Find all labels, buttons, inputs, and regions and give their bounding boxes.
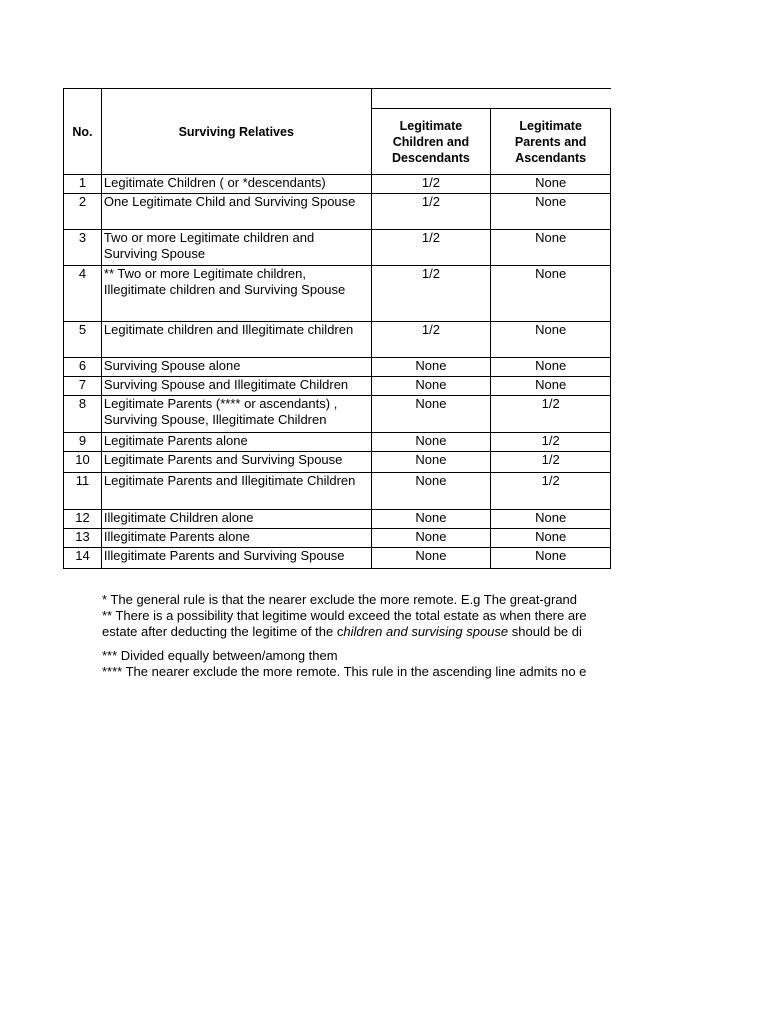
table-row: [64, 548, 611, 569]
table-row: [64, 529, 611, 548]
table-row: [64, 322, 611, 358]
table-row: [64, 377, 611, 396]
footnote-text: estate after deducting the legitime of the c: [102, 624, 344, 639]
footnote-legitime-excess: ** There is a possibility that legitime would exceed the total estate as when there are: [102, 608, 587, 623]
parents-share-cell: None: [491, 377, 611, 396]
table-row: [64, 194, 611, 230]
surviving-relatives-cell: Legitimate Children ( or *descendants): [101, 175, 371, 194]
surviving-relatives-cell: Legitimate Parents (**** or ascendants) , Surviving Spouse, Illegitimate Children: [101, 396, 371, 433]
surviving-relatives-cell: Legitimate Parents alone: [101, 433, 371, 452]
children-share-cell: None: [371, 548, 491, 569]
children-share-cell: 1/2: [371, 230, 491, 266]
row-number: 2: [64, 194, 102, 230]
surviving-relatives-cell: Legitimate children and Illegitimate children: [101, 322, 371, 358]
row-number: 4: [64, 266, 102, 322]
footnote-legitime-excess-continued: [102, 624, 611, 640]
table-row: [64, 510, 611, 529]
header-surviving-relatives: Surviving Relatives: [101, 89, 371, 175]
footnotes: [102, 592, 611, 680]
table-row: [64, 175, 611, 194]
children-share-cell: 1/2: [371, 194, 491, 230]
children-share-cell: None: [371, 396, 491, 433]
children-share-cell: 1/2: [371, 175, 491, 194]
parents-share-cell: None: [491, 529, 611, 548]
children-share-cell: 1/2: [371, 266, 491, 322]
surviving-relatives-cell: Illegitimate Parents and Surviving Spouse: [101, 548, 371, 569]
parents-share-cell: 1/2: [491, 433, 611, 452]
children-share-cell: None: [371, 433, 491, 452]
row-number: 11: [64, 473, 102, 510]
children-share-cell: None: [371, 473, 491, 510]
table-row: [64, 266, 611, 322]
parents-share-cell: None: [491, 548, 611, 569]
surviving-relatives-cell: Legitimate Parents and Illegitimate Children: [101, 473, 371, 510]
row-number: 12: [64, 510, 102, 529]
parents-share-cell: None: [491, 230, 611, 266]
footnote-italic-text: hildren and survising spouse: [343, 624, 509, 639]
children-share-cell: None: [371, 377, 491, 396]
row-number: 6: [64, 358, 102, 377]
parents-share-cell: None: [491, 175, 611, 194]
surviving-relatives-cell: Surviving Spouse and Illegitimate Children: [101, 377, 371, 396]
row-number: 7: [64, 377, 102, 396]
row-number: 3: [64, 230, 102, 266]
parents-share-cell: None: [491, 266, 611, 322]
parents-share-cell: 1/2: [491, 452, 611, 473]
parents-share-cell: None: [491, 194, 611, 230]
row-number: 5: [64, 322, 102, 358]
header-legitimate-parents: Legitimate Parents and Ascendants: [491, 109, 611, 175]
footnote-text-tail: should be di: [508, 624, 582, 639]
parents-share-cell: None: [491, 358, 611, 377]
parents-share-cell: None: [491, 322, 611, 358]
header-legitimate-children: Legitimate Children and Descendants: [371, 109, 491, 175]
parents-share-cell: 1/2: [491, 396, 611, 433]
footnote-ascending-line: **** The nearer exclude the more remote. This rule in the ascending line admits no e: [102, 664, 587, 679]
row-number: 13: [64, 529, 102, 548]
children-share-cell: None: [371, 358, 491, 377]
table-row: [64, 230, 611, 266]
parents-share-cell: 1/2: [491, 473, 611, 510]
children-share-cell: None: [371, 452, 491, 473]
surviving-relatives-cell: ** Two or more Legitimate children, Illegitimate children and Surviving Spouse: [101, 266, 371, 322]
table-row: [64, 433, 611, 452]
header-no: No.: [64, 89, 102, 175]
row-number: 1: [64, 175, 102, 194]
surviving-relatives-cell: Illegitimate Parents alone: [101, 529, 371, 548]
children-share-cell: None: [371, 529, 491, 548]
table-header: [64, 89, 611, 175]
succession-table: [63, 88, 611, 569]
table-row: [64, 396, 611, 433]
surviving-relatives-cell: One Legitimate Child and Surviving Spouse: [101, 194, 371, 230]
table-row: [64, 358, 611, 377]
surviving-relatives-cell: Two or more Legitimate children and Surviving Spouse: [101, 230, 371, 266]
children-share-cell: 1/2: [371, 322, 491, 358]
footnote-general-rule: * The general rule is that the nearer exclude the more remote. E.g The great-grand: [102, 592, 578, 607]
surviving-relatives-cell: Legitimate Parents and Surviving Spouse: [101, 452, 371, 473]
header-group-cell: [371, 89, 610, 109]
row-number: 8: [64, 396, 102, 433]
surviving-relatives-cell: Surviving Spouse alone: [101, 358, 371, 377]
surviving-relatives-cell: Illegitimate Children alone: [101, 510, 371, 529]
table-row: [64, 452, 611, 473]
row-number: 14: [64, 548, 102, 569]
footnote-divided-equally: *** Divided equally between/among them: [102, 648, 338, 663]
table-row: [64, 473, 611, 510]
parents-share-cell: None: [491, 510, 611, 529]
children-share-cell: None: [371, 510, 491, 529]
row-number: 10: [64, 452, 102, 473]
row-number: 9: [64, 433, 102, 452]
